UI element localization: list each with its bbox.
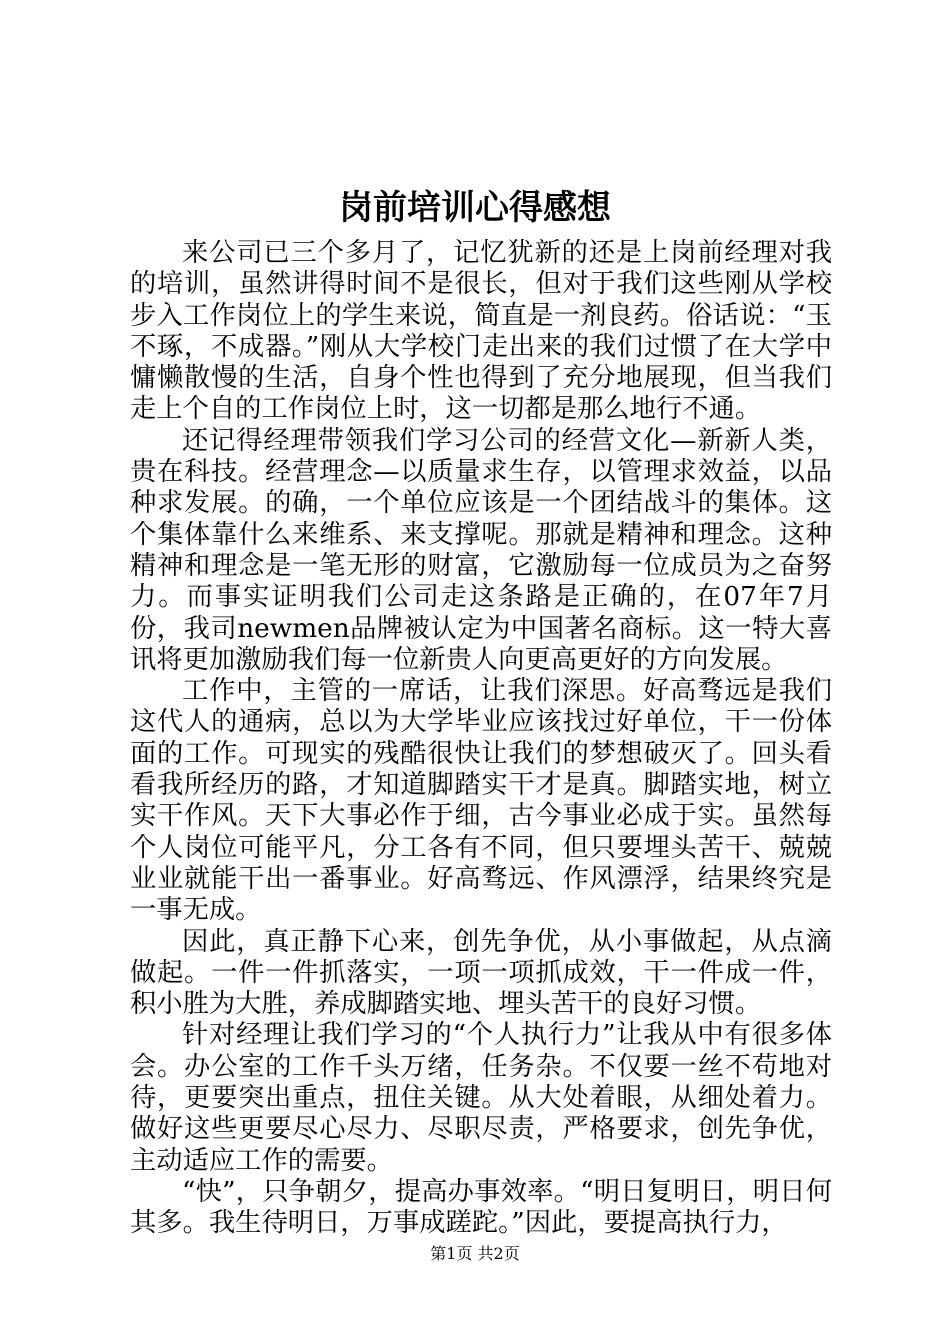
paragraph-1: 来公司已三个多月了，记忆犹新的还是上岗前经理对我的培训，虽然讲得时间不是很长，但对于我们这些刚从学校步入工作岗位上的学生来说，简直是一剂良药。俗话说：“玉不琢，不成器。”刚从大学校门走出来的我们过惯了在大学中慵懒散慢的生活，自身个性也得到了充分地展现，但当我们走上个自的工作岗位上时，这一切都是那么地行不通。 — [130, 238, 832, 425]
paragraph-2: 还记得经理带领我们学习公司的经营文化—新新人类，贵在科技。经营理念—以质量求生存，以管理求效益，以品种求发展。的确，一个单位应该是一个团结战斗的集体。这个集体靠什么来维系、来支撑呢。那就是精神和理念。这种精神和理念是一笔无形的财富，它激励每一位成员为之奋努力。而事实证明我们公司走这条路是正确的，在07年7月份，我司newmen品牌被认定为中国著名商标。这一特大喜讯将更加激励我们每一位新贵人向更高更好的方向发展。 — [130, 425, 832, 675]
paragraph-6: “快”，只争朝夕，提高办事效率。“明日复明日，明日何其多。我生待明日，万事成蹉跎。”因此，要提高执行力， — [130, 1176, 832, 1239]
paragraph-4: 因此，真正静下心来，创先争优，从小事做起，从点滴做起。一件一件抓落实，一项一项抓成效，干一件成一件，积小胜为大胜，养成脚踏实地、埋头苦干的良好习惯。 — [130, 926, 832, 1020]
document-body — [130, 238, 832, 1240]
document-title: 岗前培训心得感想 — [339, 188, 611, 228]
paragraph-5: 针对经理让我们学习的“个人执行力”让我从中有很多体会。办公室的工作千头万绪，任务杂。不仅要一丝不苟地对待，更要突出重点，扭住关键。从大处着眼，从细处着力。做好这些更要尽心尽力、尽职尽责，严格要求，创先争优，主动适应工作的需要。 — [130, 1020, 832, 1176]
page-number-footer: 第1页 共2页 — [430, 1244, 520, 1263]
paragraph-3: 工作中，主管的一席话，让我们深思。好高骛远是我们这代人的通病，总以为大学毕业应该找过好单位，干一份体面的工作。可现实的残酷很快让我们的梦想破灭了。回头看看我所经历的路，才知道脚踏实干才是真。脚踏实地，树立实干作风。天下大事必作于细，古今事业必成于实。虽然每个人岗位可能平凡，分工各有不同，但只要埋头苦干、兢兢业业就能干出一番事业。好高骛远、作风漂浮，结果终究是一事无成。 — [130, 676, 832, 926]
